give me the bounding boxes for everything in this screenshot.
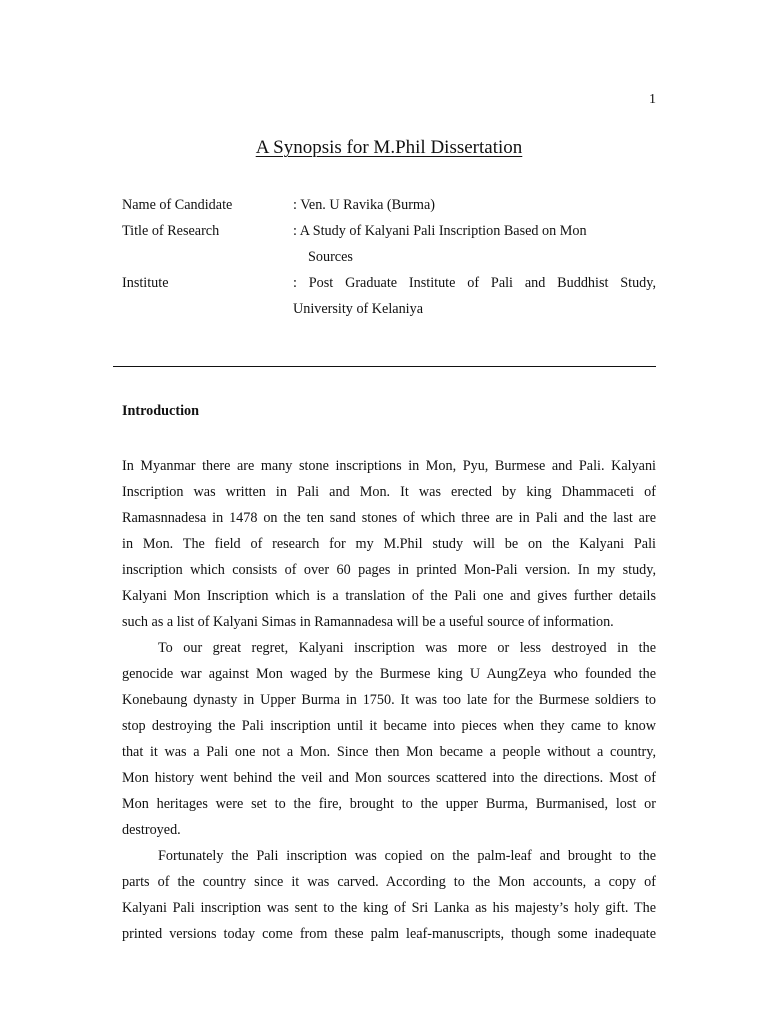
- institute-row: [122, 270, 656, 322]
- text-line: Inscription was written in Pali and Mon. It was erected by king Dhammaceti of: [122, 484, 656, 500]
- text-line: stop destroying the Pali inscription until it became into pieces when they came to know: [122, 718, 656, 734]
- candidate-value: : Ven. U Ravika (Burma): [293, 197, 435, 213]
- text-line: Ramasnnadesa in 1478 on the ten sand stones of which three are in Pali and the last are: [122, 510, 656, 526]
- text-line: To our great regret, Kalyani inscription was more or less destroyed in the: [158, 640, 656, 656]
- introduction-body: [122, 453, 656, 947]
- text-line: in Mon. The field of research for my M.Phil study will be on the Kalyani Pali: [122, 536, 656, 552]
- candidate-label: Name of Candidate: [122, 197, 233, 213]
- institute-value-line2: University of Kelaniya: [293, 301, 424, 317]
- text-line: destroyed.: [122, 822, 181, 838]
- candidate-row: [122, 192, 656, 218]
- text-line: Kalyani Mon Inscription which is a translation of the Pali one and gives further details: [122, 588, 656, 604]
- text-line: printed versions today come from these palm leaf-manuscripts, though some inadequate: [122, 926, 656, 942]
- text-line: Mon history went behind the veil and Mon sources scattered into the directions. Most of: [122, 770, 656, 786]
- page-number: 1: [649, 92, 656, 107]
- institute-value-line1: : Post Graduate Institute of Pali and Buddhist Study,: [293, 275, 656, 291]
- institute-label: Institute: [122, 275, 169, 291]
- research-value-line1: : A Study of Kalyani Pali Inscription Based on Mon: [293, 223, 587, 239]
- research-value-line2: Sources: [308, 249, 353, 265]
- text-line: genocide war against Mon waged by the Burmese king U AungZeya who founded the: [122, 666, 656, 682]
- research-row: [122, 218, 656, 270]
- horizontal-divider: [113, 366, 656, 367]
- text-line: In Myanmar there are many stone inscriptions in Mon, Pyu, Burmese and Pali. Kalyani: [122, 458, 656, 474]
- section-heading-introduction: Introduction: [122, 403, 199, 419]
- text-line: Kalyani Pali inscription was sent to the king of Sri Lanka as his majesty’s holy gift. The: [122, 900, 656, 916]
- research-label: Title of Research: [122, 223, 220, 239]
- text-line: inscription which consists of over 60 pages in printed Mon-Pali version. In my study,: [122, 562, 656, 578]
- text-line: parts of the country since it was carved. According to the Mon accounts, a copy of: [122, 874, 656, 890]
- text-line: Konebaung dynasty in Upper Burma in 1750. It was too late for the Burmese soldiers to: [122, 692, 656, 708]
- text-line: such as a list of Kalyani Simas in Ramannadesa will be a useful source of information.: [122, 614, 614, 630]
- text-line: that it was a Pali one not a Mon. Since then Mon became a people without a country,: [122, 744, 656, 760]
- document-title-text: A Synopsis for M.Phil Dissertation: [255, 137, 523, 158]
- document-title: [0, 137, 768, 159]
- text-line: Fortunately the Pali inscription was copied on the palm-leaf and brought to the: [158, 848, 656, 864]
- text-line: Mon heritages were set to the fire, brought to the upper Burma, Burmanised, lost or: [122, 796, 656, 812]
